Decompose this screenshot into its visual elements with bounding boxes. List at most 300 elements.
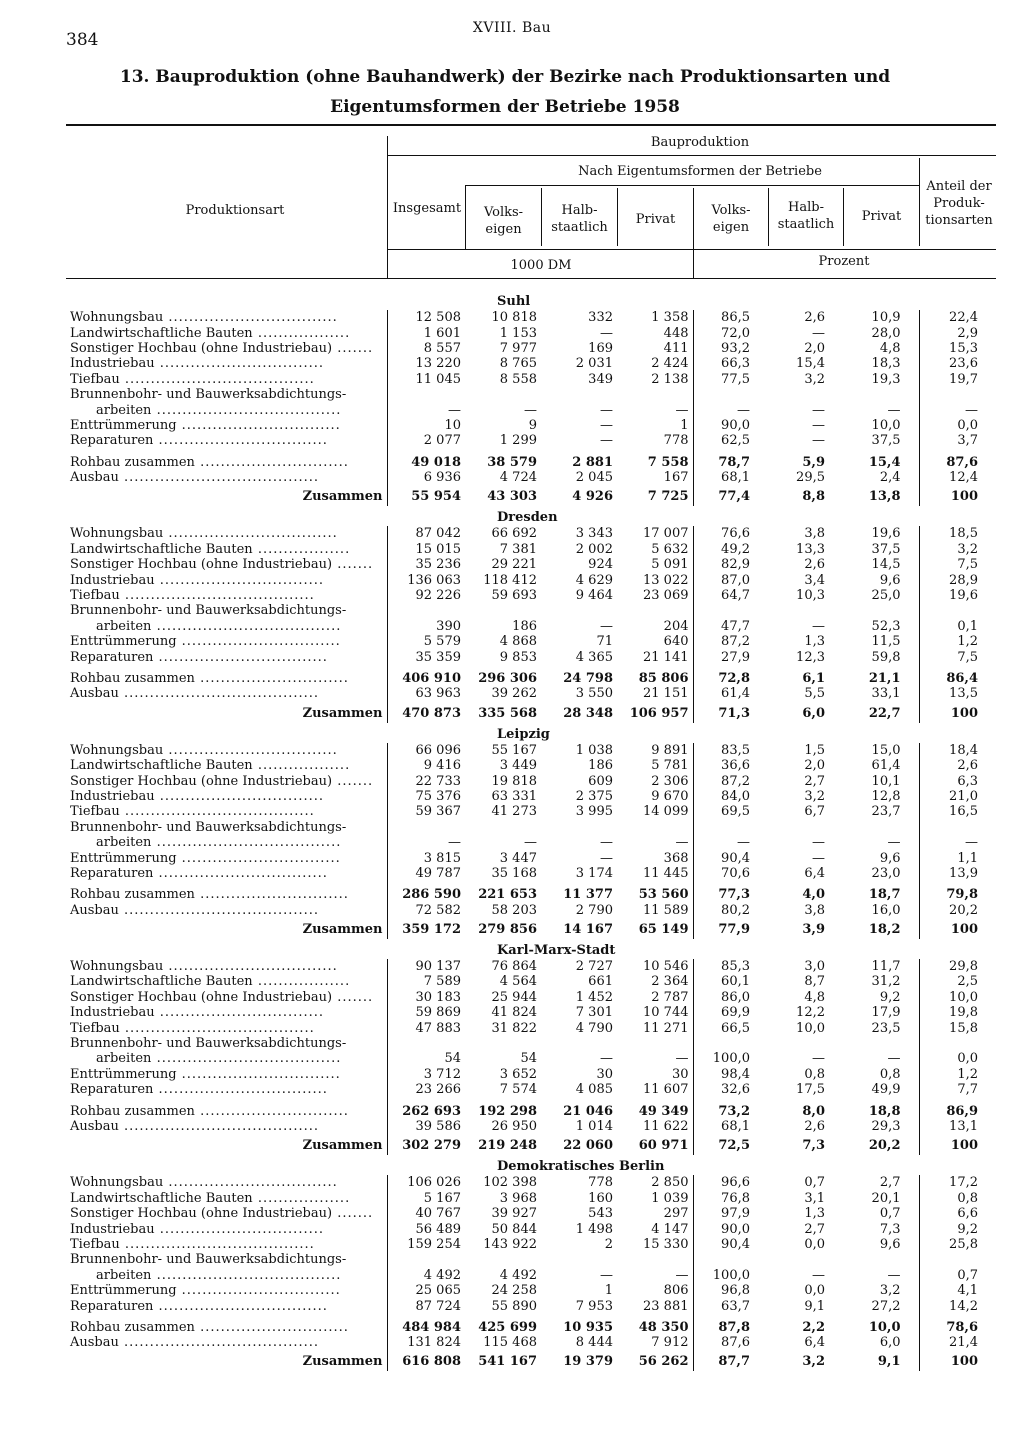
value-cell: 102 398 [483,1175,537,1191]
value-cell: 11 271 [643,1020,689,1036]
value-cell: 85,3 [693,959,768,974]
value-cell: 3,0 [804,959,825,975]
value-cell: — [600,835,613,851]
table-row [66,1082,996,1097]
value-cell: 13 220 [387,356,465,371]
value-cell: 49,2 [693,542,768,557]
value-cell: 6,3 [919,773,996,788]
title-line-1: 13. Bauproduktion (ohne Bauhandwerk) der Bezirke nach Produktionsarten und [119,67,891,87]
value-cell: 5 579 [387,634,465,649]
dot-leader: ............................. [194,454,349,470]
data-table [66,290,996,1371]
dot-leader: ............................. [194,1103,349,1119]
value-cell: 0,7 [879,1206,901,1222]
value-cell: 31,2 [871,974,901,990]
value-cell: 1 601 [387,325,465,340]
value-cell: — [387,402,465,417]
row-label: Reparaturen ................................. [70,865,328,881]
value-cell: 77,5 [693,372,768,387]
value-cell [617,387,693,402]
table-row [66,1283,996,1298]
value-cell: 23,5 [871,1020,901,1036]
table-row [66,387,996,402]
dot-leader: ................................. [153,1082,328,1098]
table-row [66,603,996,618]
value-cell: 5,5 [804,686,825,702]
dot-leader: ...................................... [118,902,320,918]
value-cell: 39 262 [491,686,537,702]
value-cell: 1 358 [651,310,689,326]
value-cell: 7,3 [879,1221,901,1237]
total-label: Zusammen [302,921,383,937]
value-cell: 10 [387,418,465,433]
row-label: Sonstiger Hochbau (ohne Industriebau) ....... [70,340,374,356]
value-cell: 2 787 [651,989,689,1005]
table-row [66,356,996,371]
value-cell [541,603,617,618]
table-row [66,665,996,686]
value-cell: 9 670 [651,788,689,804]
header-vline-main [387,136,388,278]
value-cell: 27,2 [871,1298,901,1314]
value-cell: 2,7 [804,773,825,789]
row-label: Industriebau ................................ [70,356,324,372]
value-cell [843,820,919,835]
value-cell [843,387,919,402]
dot-leader: ............................. [194,887,349,903]
value-cell: 1 038 [575,742,613,758]
value-cell: 72 582 [387,903,465,918]
value-cell: 4,8 [804,989,825,1005]
value-cell [541,1252,617,1267]
value-cell: 7 301 [575,1005,613,1021]
table-row [66,866,996,881]
value-cell [465,1036,541,1051]
header-nach-eigentumsformen: Nach Eigentumsformen der Betriebe [578,164,822,179]
row-label: Sonstiger Hochbau (ohne Industriebau) ....... [70,557,374,573]
dot-leader: ....... [332,557,374,573]
value-cell: 21 046 [563,1103,613,1119]
value-cell: — [887,1267,901,1283]
value-cell: 118 412 [483,572,537,588]
value-cell: — [887,835,901,851]
value-cell: 47 883 [387,1020,465,1035]
value-cell [768,387,843,402]
value-cell: 186 [512,618,537,634]
value-cell: 18,3 [871,356,901,372]
value-cell: 23 266 [387,1082,465,1097]
value-cell: 23,6 [919,356,996,371]
value-cell: 69,9 [693,1005,768,1020]
value-cell: 17,9 [871,1005,901,1021]
value-cell [843,1252,919,1267]
district-header-row [66,939,996,959]
row-label: Rohbau zusammen ............................. [70,671,349,686]
value-cell: 6,0 [879,1335,901,1351]
value-cell: 87 042 [387,526,465,541]
value-cell [387,820,465,835]
row-label: Wohnungsbau ................................. [70,526,338,542]
value-cell: 368 [663,850,689,866]
total-value-cell: 22,7 [868,705,901,721]
row-label: Rohbau zusammen ............................. [70,1103,349,1119]
value-cell: 19,8 [919,1005,996,1020]
table-row [66,959,996,974]
value-cell: 6 936 [387,470,465,485]
value-cell: 90,4 [693,1237,768,1252]
dot-leader: ................................. [163,310,338,326]
dot-leader: ................................. [153,865,328,881]
row-label: Reparaturen ................................. [70,649,328,665]
header-volkseigen-pct: Volks- eigen [711,203,751,235]
total-label: Zusammen [302,1138,383,1154]
value-cell: 2,6 [804,1118,825,1134]
value-cell: 58 203 [491,902,537,918]
dot-leader: ................................. [163,526,338,542]
value-cell [919,1252,996,1267]
value-cell: — [812,433,825,449]
row-label: Wohnungsbau ................................. [70,742,338,758]
total-value-cell: 8,8 [802,489,825,505]
total-value-cell: 19 379 [563,1354,613,1370]
value-cell: 30 [596,1066,613,1082]
value-cell: 90,4 [693,850,768,865]
value-cell: 31 822 [491,1020,537,1036]
value-cell: 106 026 [387,1175,465,1190]
value-cell: 90,0 [693,418,768,433]
total-label: Zusammen [302,1354,383,1370]
value-cell: 7,5 [919,649,996,664]
value-cell: — [600,1267,613,1283]
value-cell: 49,9 [871,1082,901,1098]
dot-leader: ....... [332,1206,374,1222]
row-label: Rohbau zusammen ............................. [70,454,349,470]
dot-leader: ............................. [194,1319,349,1335]
value-cell: — [693,835,768,850]
value-cell: 3 174 [575,865,613,881]
value-cell: 35 236 [387,557,465,572]
table-row [66,743,996,758]
value-cell: 3 652 [499,1066,537,1082]
value-cell: 23,0 [871,865,901,881]
value-cell: 87,8 [693,1314,768,1335]
value-cell: 8 558 [499,371,537,387]
value-cell: 3 995 [575,804,613,820]
value-cell: 12,2 [796,1005,825,1021]
total-value-cell: 4 926 [572,489,613,505]
value-cell: 11 589 [643,902,689,918]
row-label: Brunnenbohr- und Bauwerksabdichtungs- [70,1252,347,1268]
value-cell: 28,0 [871,325,901,341]
value-cell: 2,0 [804,758,825,774]
value-cell: 90,0 [693,1221,768,1236]
table-row [66,1237,996,1252]
table-row [66,1268,996,1283]
dot-leader: ............................... [176,1066,341,1082]
value-cell: 6,4 [804,1335,825,1351]
value-cell [768,820,843,835]
value-cell [465,603,541,618]
value-cell: 4,8 [879,340,901,356]
table-row [66,1051,996,1066]
value-cell: 85 806 [638,671,689,686]
value-cell: 0,0 [804,1283,825,1299]
value-cell: 49 787 [387,866,465,881]
value-cell: 4,1 [919,1283,996,1298]
table-row [66,325,996,340]
header-rule-bauproduktion [387,155,996,156]
dot-leader: ................................ [154,356,324,372]
row-label: Brunnenbohr- und Bauwerksabdichtungs- [70,1036,347,1052]
header-rule-units [387,249,996,250]
running-head: XVIII. Bau [472,20,552,36]
dot-leader: ..................................... [119,588,315,604]
total-row [66,702,996,723]
value-cell: 25,0 [871,588,901,604]
value-cell: — [600,325,613,341]
value-cell: 86,5 [693,310,768,325]
value-cell [617,820,693,835]
table-row [66,470,996,485]
table-row [66,974,996,989]
value-cell: 4 629 [575,572,613,588]
value-cell: 4 868 [499,634,537,650]
value-cell: 21,4 [919,1335,996,1350]
total-value-cell: 100 [919,702,996,723]
total-row [66,1350,996,1371]
value-cell: 186 [588,758,613,774]
value-cell: 3,2 [804,371,825,387]
value-cell [843,1036,919,1051]
district-name: Dresden [497,510,558,526]
value-cell: 19 818 [491,773,537,789]
value-cell: — [812,402,825,418]
value-cell: — [600,618,613,634]
value-cell: 23,7 [871,804,901,820]
value-cell: 93,2 [693,341,768,356]
dot-leader: .................................... [151,1051,342,1067]
value-cell: 87,2 [693,634,768,649]
table-row [66,1335,996,1350]
value-cell: 78,6 [919,1314,996,1335]
value-cell: 10 546 [643,959,689,975]
value-cell: 3 550 [575,686,613,702]
dot-leader: ................................ [154,572,324,588]
dot-leader: .................. [252,1190,351,1206]
row-label: Ausbau ...................................... [70,470,320,486]
value-cell: 286 590 [387,881,465,902]
dot-leader: .................................... [151,618,342,634]
total-value-cell: 279 856 [478,921,537,937]
value-cell: 9 853 [499,649,537,665]
value-cell: 10,1 [871,773,901,789]
value-cell: 82,9 [693,557,768,572]
value-cell: — [600,1051,613,1067]
value-cell: 15,4 [868,454,901,470]
value-cell: 23 069 [643,588,689,604]
value-cell: 9 [528,417,537,433]
total-value-cell: 470 873 [387,702,465,723]
value-cell: 1 [680,417,689,433]
district-name: Karl-Marx-Stadt [497,942,616,958]
value-cell: 3 815 [387,850,465,865]
value-cell: — [812,835,825,851]
value-cell: 14,5 [871,557,901,573]
dot-leader: .................................... [151,835,342,851]
dot-leader: .................. [252,758,351,774]
value-cell: 1 153 [499,325,537,341]
table-row [66,881,996,902]
value-cell: 2 [604,1236,613,1252]
row-label: Wohnungsbau ................................. [70,310,338,326]
value-cell: 4 790 [575,1020,613,1036]
page-number: 384 [66,30,99,50]
value-cell: 29,3 [871,1118,901,1134]
value-cell: 10,0 [868,1319,901,1335]
value-cell: 87,6 [693,1335,768,1350]
value-cell [541,1036,617,1051]
row-label: Enttrümmerung ............................... [70,417,341,433]
dot-leader: ............................... [176,1283,341,1299]
value-cell: 5 632 [651,541,689,557]
value-cell: 9,6 [879,850,901,866]
value-cell: 262 693 [387,1097,465,1118]
value-cell [693,1036,768,1051]
table-row [66,1252,996,1267]
value-cell [465,1252,541,1267]
total-value-cell: 60 971 [638,1138,689,1154]
table-row [66,773,996,788]
value-cell: 98,4 [693,1067,768,1082]
row-label: Industriebau ................................ [70,1221,324,1237]
value-cell: 25 065 [387,1283,465,1298]
value-cell: 8 444 [575,1335,613,1351]
value-cell: 13 022 [643,572,689,588]
value-cell: — [812,618,825,634]
table-row [66,341,996,356]
value-cell: 448 [663,325,689,341]
total-value-cell: 43 303 [487,489,537,505]
row-label: Brunnenbohr- und Bauwerksabdichtungs- [70,819,347,835]
dot-leader: ....... [332,773,374,789]
dot-leader: ...................................... [118,470,320,486]
row-label: Landwirtschaftliche Bauten .................. [70,1190,351,1206]
row-label: arbeiten .................................... [96,618,342,634]
header-bottom-rule [66,278,996,279]
table-title [60,62,950,122]
value-cell: 15,0 [871,742,901,758]
value-cell: 1,5 [804,742,825,758]
total-value-cell: 20,2 [868,1138,901,1154]
value-cell: 1,2 [919,634,996,649]
value-cell: 11 607 [643,1082,689,1098]
district-header-row [66,723,996,743]
value-cell: 1,2 [919,1067,996,1082]
dot-leader: .................. [252,325,351,341]
value-cell: 37,5 [871,433,901,449]
value-cell [919,603,996,618]
row-label: Sonstiger Hochbau (ohne Industriebau) ....... [70,1206,374,1222]
value-cell: 28,9 [919,572,996,587]
row-label: Enttrümmerung ............................... [70,850,341,866]
value-cell: 12,4 [919,470,996,485]
value-cell: 63 331 [491,788,537,804]
value-cell: 5 167 [387,1191,465,1206]
dot-leader: ................................. [153,649,328,665]
value-cell: 9 891 [651,742,689,758]
value-cell: 29,5 [796,470,825,486]
value-cell: 86,4 [919,665,996,686]
value-cell: 0,0 [804,1236,825,1252]
value-cell: 24 798 [563,671,613,686]
header-privat-dm: Privat [635,212,676,227]
value-cell: 3,8 [804,902,825,918]
value-cell: 79,8 [919,881,996,902]
value-cell: 778 [663,433,689,449]
value-cell: 4 724 [499,470,537,486]
value-cell: 33,1 [871,686,901,702]
value-cell [919,387,996,402]
value-cell: 4 492 [387,1268,465,1283]
value-cell: 3,4 [804,572,825,588]
dot-leader: ................................. [163,1175,338,1191]
value-cell: 3 968 [499,1190,537,1206]
value-cell: 6,7 [804,804,825,820]
value-cell: 86,9 [919,1097,996,1118]
value-cell: 12,3 [796,649,825,665]
district-header-row [66,290,996,310]
header-rule-eigentum [465,185,920,186]
table-row [66,758,996,773]
header-top-rule [66,124,996,126]
value-cell: 18,5 [919,526,996,541]
dot-leader: ................................. [153,1298,328,1314]
value-cell: — [812,1051,825,1067]
value-cell [768,1036,843,1051]
dot-leader: ................................ [154,788,324,804]
dot-leader: ..................................... [119,1020,315,1036]
value-cell [387,1036,465,1051]
total-value-cell: 100 [919,1134,996,1155]
value-cell: 15,3 [919,341,996,356]
value-cell: 115 468 [483,1335,537,1351]
row-label: Landwirtschaftliche Bauten .................. [70,974,351,990]
dot-leader: ..................................... [119,1236,315,1252]
value-cell: 136 063 [387,572,465,587]
value-cell: 17,5 [796,1082,825,1098]
value-cell: 13,3 [796,541,825,557]
value-cell: 1,1 [919,850,996,865]
dot-leader: ................................. [153,433,328,449]
row-label: Sonstiger Hochbau (ohne Industriebau) ....... [70,989,374,1005]
value-cell: 38 579 [487,454,537,470]
value-cell: 1 014 [575,1118,613,1134]
value-cell: — [387,835,465,850]
value-cell: 2 031 [575,356,613,372]
value-cell: 9,1 [804,1298,825,1314]
dot-leader: ...................................... [118,1118,320,1134]
value-cell: 661 [588,974,613,990]
total-value-cell: 335 568 [478,705,537,721]
value-cell: 97,9 [693,1206,768,1221]
value-cell: 10,0 [919,990,996,1005]
value-cell: 3 343 [575,526,613,542]
dot-leader: ................................ [154,1221,324,1237]
value-cell: 76 864 [491,959,537,975]
value-cell: 100,0 [693,1051,768,1066]
value-cell: 924 [588,557,613,573]
value-cell: 15 330 [643,1236,689,1252]
